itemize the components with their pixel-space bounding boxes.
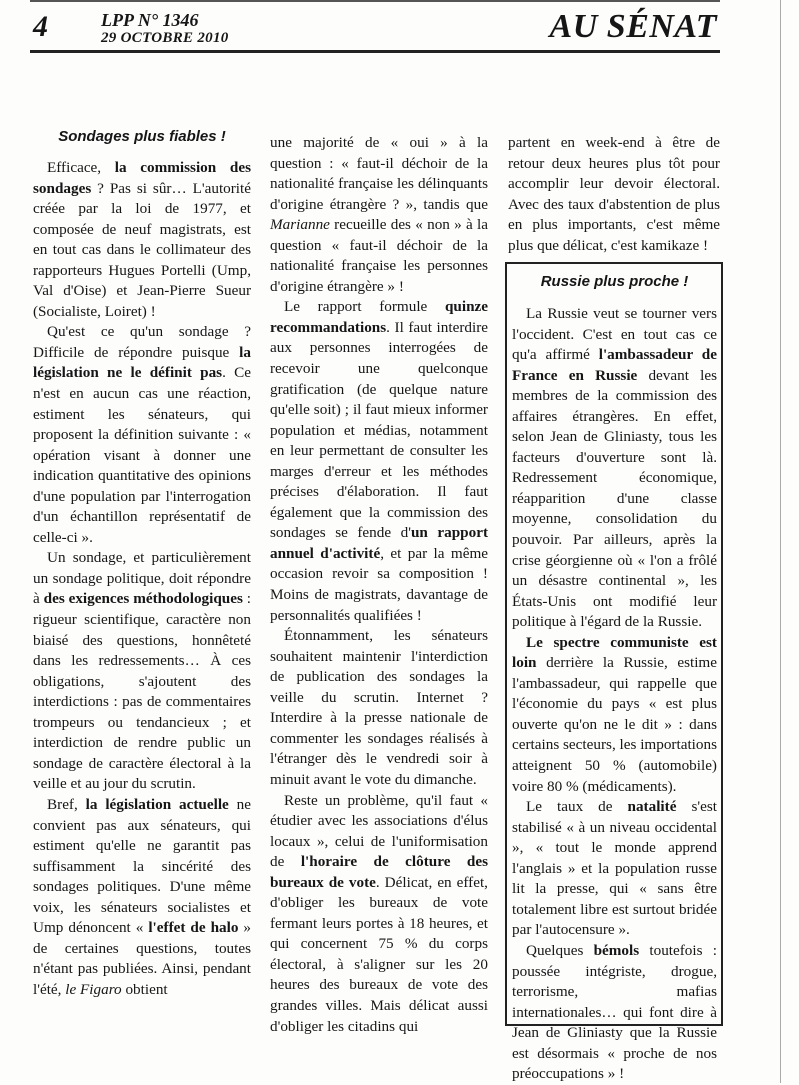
paragraph [512,941,717,1085]
paragraph [512,304,717,633]
bold-text: des exigences méthodologiques [43,590,243,608]
bold-text: la législation ne le définit pas [33,343,251,382]
text-run: . Délicat, en effet, d'obliger les bureaux de vote fermant leurs portes à 18 heures, et qui concernent 75 % du corps électoral, à s'aligner sur les 20 heures des bureaux de vote des grandes villes. Mais délicat aussi d'obliger les citadins qui [270,873,488,1035]
paragraph [512,797,717,941]
text-run: La Russie veut se tourner vers l'occident. C'est en tout cas ce qu'a affirmé [512,305,717,364]
bold-text: l'ambassadeur de France en Russie [512,346,717,384]
text-run: . Il faut interdire aux personnes interrogées de recevoir une quelconque gratification (de quelque nature qu'elle soit) ; il faut mieux informer population et médias, notamment en leur permettant de consulter les marges d'erreur et les méthodes précises d'élaboration. Il faut également que la commission des sondages se fende d' [270,318,488,542]
paragraph [33,548,251,795]
page-edge-line [780,0,781,1083]
paragraph [33,158,251,322]
text-run: Le rapport formule [284,298,445,316]
section-title: AU SÉNAT [549,8,717,45]
article-title-russie: Russie plus proche ! [540,273,689,290]
bold-text: l'effet de halo [148,919,239,937]
article-body-sondages [33,158,251,1000]
text-run: Le taux de [526,798,628,816]
text-run: Étonnamment, les sénateurs souhaitent maintenir l'interdiction de publication des sondages la veille du scrutin. Internet ? Interdire à la presse nationale de commenter les sondages réalisés à l'étranger dès le vendredi soir à minuit avant le vote du dimanche. [270,627,488,788]
column-2 [270,133,488,1037]
article-body-sondages-end [508,133,720,256]
bold-text: quinze recommandations [270,298,488,336]
bold-text: Le spectre communiste est loin [512,633,717,672]
paragraph [270,791,488,1038]
header-rule [30,50,720,53]
sidebar-box-russie [505,262,723,1083]
article-body-sondages-continued [270,133,488,1037]
paragraph [508,133,720,256]
text-run: : rigueur scientifique, caractère non biaisé des questions, honnêteté dans les redressements… À ces obligations, s'ajoutent des interdictions : pas de commentaires trompeurs ou tendancieux ; et interdiction de rendre public un sondage de caractère électoral à la veille et au jour du scrutin. [33,590,251,793]
text-run: ? Pas si sûr… L'autorité créée par la loi de 1977, et composée de neuf magistrats, est en tout cas dans le collimateur des rapporteurs Hugues Portelli (Ump, Val d'Oise) et Jean-Pierre Sueur (Socialiste, Loiret) ! [33,179,251,320]
paragraph [270,297,488,626]
text-run: Qu'est ce qu'un sondage ? Difficile de répondre puisque [33,323,251,361]
page-number: 4 [33,10,48,43]
paragraph [270,626,488,790]
bold-text: bémols [593,941,640,959]
text-run: Un sondage, et particulièrement un sondage politique, doit répondre à [33,549,251,608]
text-run: une majorité de « oui » à la question : « faut-il déchoir de la nationalité française les délinquants d'origine étrangère ? », tandis que [270,134,488,213]
italic-text: Marianne [270,216,330,234]
text-run: ne convient pas aux sénateurs, qui estiment qu'elle ne garantit pas suffisamment la sincérité des sondages politiques. D'une même voix, les sénateurs socialistes et Ump dénoncent « [33,795,251,937]
bold-text: la législation actuelle [85,795,229,813]
text-run: s'est stabilisé « à un niveau occidental », « tout le monde apprend l'anglais » et la population russe lit la presse, qui « sans être totalement libre est surtout bridée par l'autocensure ». [512,798,717,939]
text-run: toutefois : poussée intégriste, drogue, terrorisme, mafias internationales… qui font dire à Jean de Gliniasty que la Russie est désormais « proche de nos préoccupations » ! [512,941,717,1083]
article-title-sondages: Sondages plus fiables ! [58,128,226,145]
text-run: recueille des « non » à la question « faut-il déchoir de la nationalité française les personnes d'origine étrangère » ! [270,216,488,295]
text-run: » de certaines questions, toutes n'étant pas publiées. Ainsi, pendant l'été, [33,919,251,998]
paragraph [33,795,251,1000]
text-run: partent en week-end à être de retour deux heures plus tôt pour accomplir leur devoir électoral. Avec des taux d'abstention de plus en plus importants, c'est même plus que délicat, c'est kamikaze ! [508,134,720,254]
bold-text: un rapport annuel d'activité [270,524,489,562]
paragraph [512,633,717,797]
top-border-line [30,0,720,2]
issue-date: 29 OCTOBRE 2010 [101,30,229,46]
column-3 [508,133,720,256]
issue-number: LPP N° 1346 [101,10,199,30]
text-run: Quelques [526,941,594,959]
bold-text: natalité [627,798,677,816]
text-run: Reste un problème, qu'il faut « étudier avec les associations d'élus locaux », celui de l'uniformisation de [270,791,488,871]
text-run: devant les membres de la commission des affaires étrangères. En effet, selon Jean de Gliniasty, tous les facteurs d'ouverture sont là. Redressement économique, réapparition d'une classe moyenne, consolidation du pouvoir. Par ailleurs, après la crise géorgienne où « l'on a frôlé un désastre continental », les États-Unis ont modifié leur politique à l'égard de la Russie. [512,366,717,631]
text-run: Bref, [47,795,86,813]
text-run: , et par la même occasion revoir sa composition ! Moins de magistrats, davantage de personnalités qualifiées ! [270,544,488,624]
text-run: derrière la Russie, estime l'ambassadeur, qui rappelle que l'économie du pays « est plus ouverte qu'on ne le dit » : dans certains secteurs, les importations atteignent 50 % (automobile) voire 80 % (médicaments). [512,654,717,795]
paragraph [33,322,251,548]
paragraph [270,133,488,297]
text-run: Efficace, [47,159,115,176]
text-run: . Ce n'est en aucun cas une réaction, estiment les sénateurs, qui proposent la définition suivante : « opération visant à donner une indication quantitative des opinions d'une population par l'interrogation d'un échantillon représentatif de celle-ci ». [33,364,251,546]
text-run: obtient [121,980,168,998]
bold-text: l'horaire de clôture des bureaux de vote [270,853,488,891]
article-body-russie [512,304,717,1085]
bold-text: la commission des sondages [33,159,251,197]
column-1 [33,128,251,1000]
italic-text: le Figaro [65,980,122,998]
